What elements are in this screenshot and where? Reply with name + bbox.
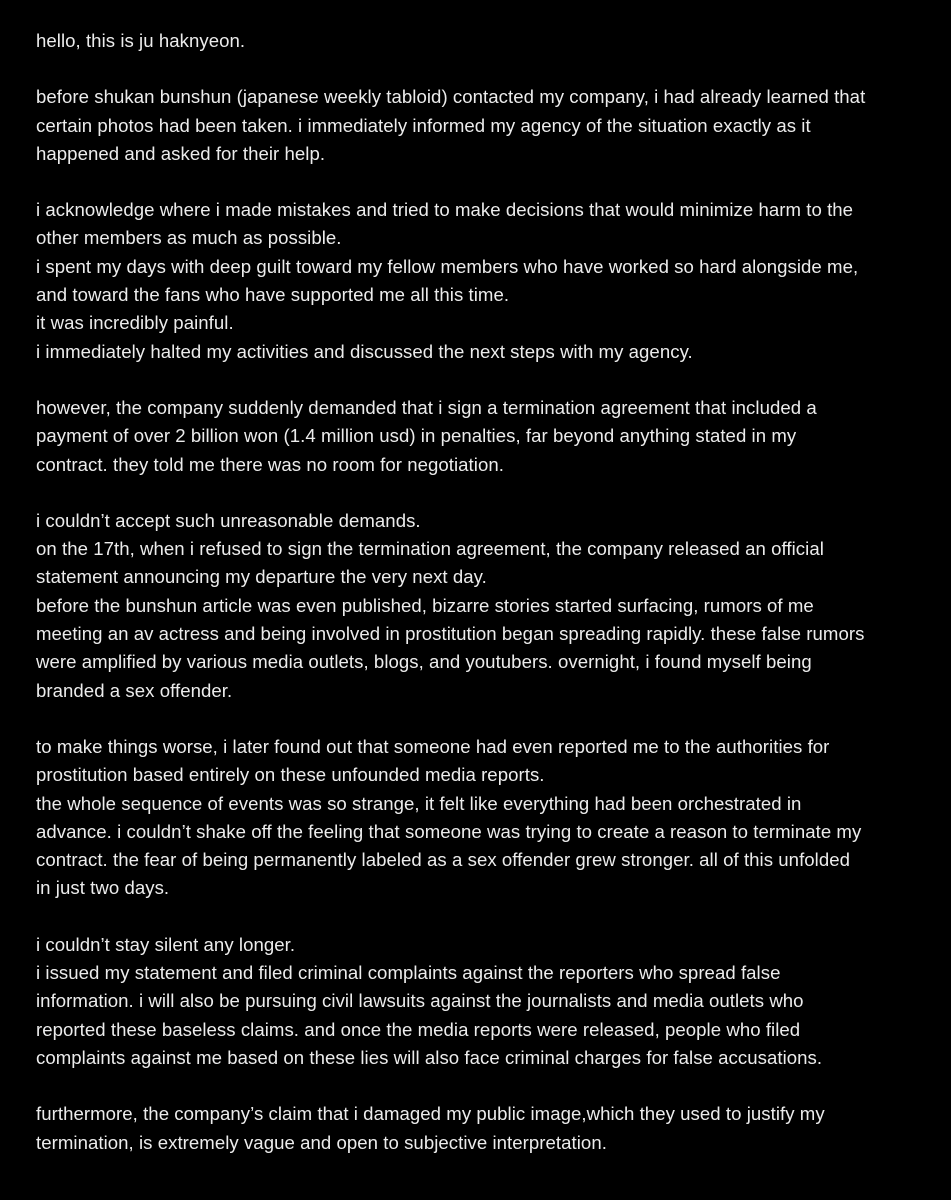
text-line: the whole sequence of events was so strange, it felt like everything had been orchestrated in bbox=[36, 792, 802, 814]
text-line: hello, this is ju haknyeon. bbox=[36, 30, 246, 51]
text-line: contract. they told me there was no room for negotiation. bbox=[36, 453, 504, 475]
text-line: i spent my days with deep guilt toward my fellow members who have worked so hard alongside me, bbox=[36, 255, 859, 277]
text-line: i couldn’t stay silent any longer. bbox=[36, 933, 296, 955]
text-line: before the bunshun article was even published, bizarre stories started surfacing, rumors of me bbox=[36, 594, 814, 616]
text-line: complaints against me based on these lies will also face criminal charges for false accusations. bbox=[36, 1046, 823, 1068]
text-line: other members as much as possible. bbox=[36, 227, 342, 249]
text-line: termination, is extremely vague and open to subjective interpretation. bbox=[36, 1131, 607, 1153]
paragraph-reported-to-authorities bbox=[36, 733, 921, 903]
paragraph-public-image-claim bbox=[36, 1100, 921, 1157]
text-line: i immediately halted my activities and discussed the next steps with my agency. bbox=[36, 340, 693, 362]
text-line: before shukan bunshun (japanese weekly tabloid) contacted my company, i had already learned that bbox=[36, 86, 866, 108]
paragraph-acknowledgement bbox=[36, 196, 921, 366]
text-line: were amplified by various media outlets, blogs, and youtubers. overnight, i found myself being bbox=[36, 651, 812, 673]
text-line: in just two days. bbox=[36, 877, 170, 899]
text-line: i issued my statement and filed criminal complaints against the reporters who spread false bbox=[36, 962, 781, 984]
text-line: statement announcing my departure the very next day. bbox=[36, 566, 487, 588]
text-line: contract. the fear of being permanently labeled as a sex offender grew stronger. all of this unfolded bbox=[36, 849, 851, 871]
text-line: it was incredibly painful. bbox=[36, 312, 234, 334]
paragraph-legal-action bbox=[36, 931, 921, 1072]
paragraph-greeting bbox=[36, 27, 921, 55]
text-line: reported these baseless claims. and once the media reports were released, people who filed bbox=[36, 1018, 801, 1040]
text-line: information. i will also be pursuing civil lawsuits against the journalists and media outlets who bbox=[36, 990, 804, 1012]
paragraph-refusal-and-rumors bbox=[36, 507, 921, 705]
text-line: and toward the fans who have supported me all this time. bbox=[36, 284, 510, 306]
text-line: branded a sex offender. bbox=[36, 679, 233, 701]
paragraph-bunshun-contact bbox=[36, 83, 921, 168]
text-line: i couldn’t accept such unreasonable demands. bbox=[36, 509, 421, 531]
text-line: advance. i couldn’t shake off the feeling that someone was trying to create a reason to terminate my bbox=[36, 820, 862, 842]
text-line: meeting an av actress and being involved in prostitution began spreading rapidly. these false rumors bbox=[36, 623, 865, 645]
text-line: on the 17th, when i refused to sign the termination agreement, the company released an official bbox=[36, 538, 824, 560]
paragraph-termination-demand bbox=[36, 394, 921, 479]
text-line: to make things worse, i later found out that someone had even reported me to the authorities for bbox=[36, 735, 830, 757]
text-line: happened and asked for their help. bbox=[36, 142, 326, 164]
text-line: payment of over 2 billion won (1.4 million usd) in penalties, far beyond anything stated in my bbox=[36, 425, 797, 447]
text-line: i acknowledge where i made mistakes and tried to make decisions that would minimize harm to the bbox=[36, 199, 854, 221]
text-line: furthermore, the company’s claim that i damaged my public image,which they used to justify my bbox=[36, 1103, 825, 1125]
text-line: however, the company suddenly demanded that i sign a termination agreement that included a bbox=[36, 396, 817, 418]
text-line: certain photos had been taken. i immediately informed my agency of the situation exactly as it bbox=[36, 114, 811, 136]
text-line: prostitution based entirely on these unfounded media reports. bbox=[36, 764, 545, 786]
